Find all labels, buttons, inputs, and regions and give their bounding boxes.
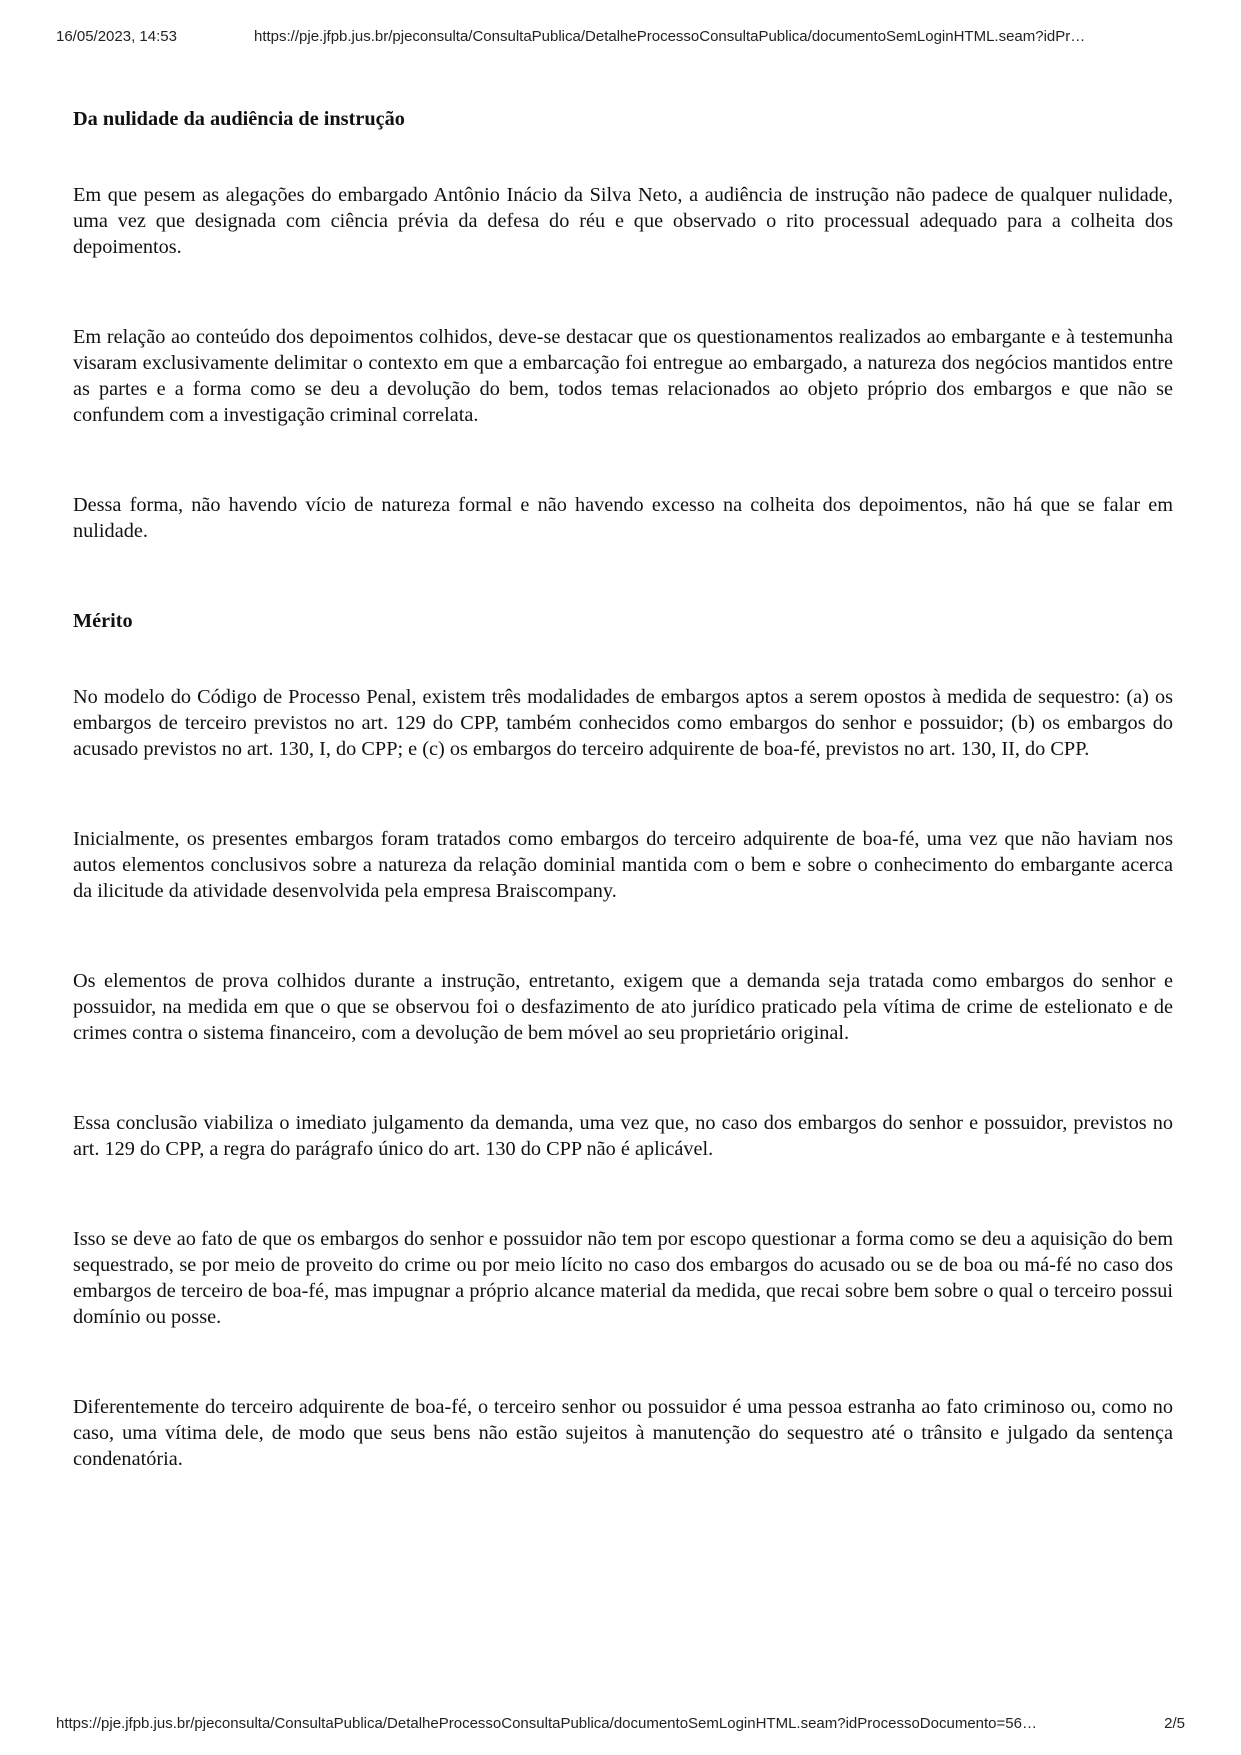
paragraph: Em que pesem as alegações do embargado Antônio Inácio da Silva Neto, a audiência de instrução não padece de qualquer nulidade, uma vez que designada com ciência prévia da defesa do réu e que observado o rito processual adequado para a colheita dos depoimentos. <box>73 184 1173 258</box>
section-heading-nulidade: Da nulidade da audiência de instrução <box>73 108 405 130</box>
paragraph: No modelo do Código de Processo Penal, existem três modalidades de embargos aptos a serem opostos à medida de sequestro: (a) os embargos de terceiro previstos no art. 129 do CPP, também conhecidos como embargos do senhor e possuidor; (b) os embargos do acusado previstos no art. 130, I, do CPP; e (c) os embargos do terceiro adquirente de boa-fé, previstos no art. 130, II, do CPP. <box>73 686 1173 760</box>
document-body <box>73 106 1173 1472</box>
print-datetime: 16/05/2023, 14:53 <box>56 28 177 45</box>
print-header-url: https://pje.jfpb.jus.br/pjeconsulta/ConsultaPublica/DetalheProcessoConsultaPublica/documentoSemLoginHTML.seam?idPr… <box>254 28 1086 45</box>
paragraph: Essa conclusão viabiliza o imediato julgamento da demanda, uma vez que, no caso dos embargos do senhor e possuidor, previstos no art. 129 do CPP, a regra do parágrafo único do art. 130 do CPP não é aplicável. <box>73 1112 1173 1160</box>
paragraph: Isso se deve ao fato de que os embargos do senhor e possuidor não tem por escopo questionar a forma como se deu a aquisição do bem sequestrado, se por meio de proveito do crime ou por meio lícito no caso dos embargos do acusado ou se de boa ou má-fé no caso dos embargos de terceiro de boa-fé, mas impugnar a próprio alcance material da medida, que recai sobre bem sobre o qual o terceiro possui domínio ou posse. <box>73 1228 1173 1328</box>
print-header <box>56 28 1185 50</box>
paragraph: Inicialmente, os presentes embargos foram tratados como embargos do terceiro adquirente de boa-fé, uma vez que não haviam nos autos elementos conclusivos sobre a natureza da relação dominial mantida com o bem e sobre o conhecimento do embargante acerca da ilicitude da atividade desenvolvida pela empresa Braiscompany. <box>73 828 1173 902</box>
page-number: 2/5 <box>1164 1715 1185 1732</box>
section-heading-merito: Mérito <box>73 610 133 632</box>
paragraph: Diferentemente do terceiro adquirente de boa-fé, o terceiro senhor ou possuidor é uma pessoa estranha ao fato criminoso ou, como no caso, uma vítima dele, de modo que seus bens não estão sujeitos à manutenção do sequestro até o trânsito e julgado da sentença condenatória. <box>73 1396 1173 1470</box>
print-footer <box>56 1715 1185 1737</box>
print-footer-url: https://pje.jfpb.jus.br/pjeconsulta/ConsultaPublica/DetalheProcessoConsultaPublica/documentoSemLoginHTML.seam?idProcessoDocumento=56… <box>56 1715 1037 1732</box>
paragraph: Em relação ao conteúdo dos depoimentos colhidos, deve-se destacar que os questionamentos realizados ao embargante e à testemunha visaram exclusivamente delimitar o contexto em que a embarcação foi entregue ao embargado, a natureza dos negócios mantidos entre as partes e a forma como se deu a devolução do bem, todos temas relacionados ao objeto próprio dos embargos e que não se confundem com a investigação criminal correlata. <box>73 326 1173 426</box>
paragraph: Os elementos de prova colhidos durante a instrução, entretanto, exigem que a demanda seja tratada como embargos do senhor e possuidor, na medida em que o que se observou foi o desfazimento de ato jurídico praticado pela vítima de crime de estelionato e de crimes contra o sistema financeiro, com a devolução de bem móvel ao seu proprietário original. <box>73 970 1173 1044</box>
paragraph: Dessa forma, não havendo vício de natureza formal e não havendo excesso na colheita dos depoimentos, não há que se falar em nulidade. <box>73 494 1173 542</box>
